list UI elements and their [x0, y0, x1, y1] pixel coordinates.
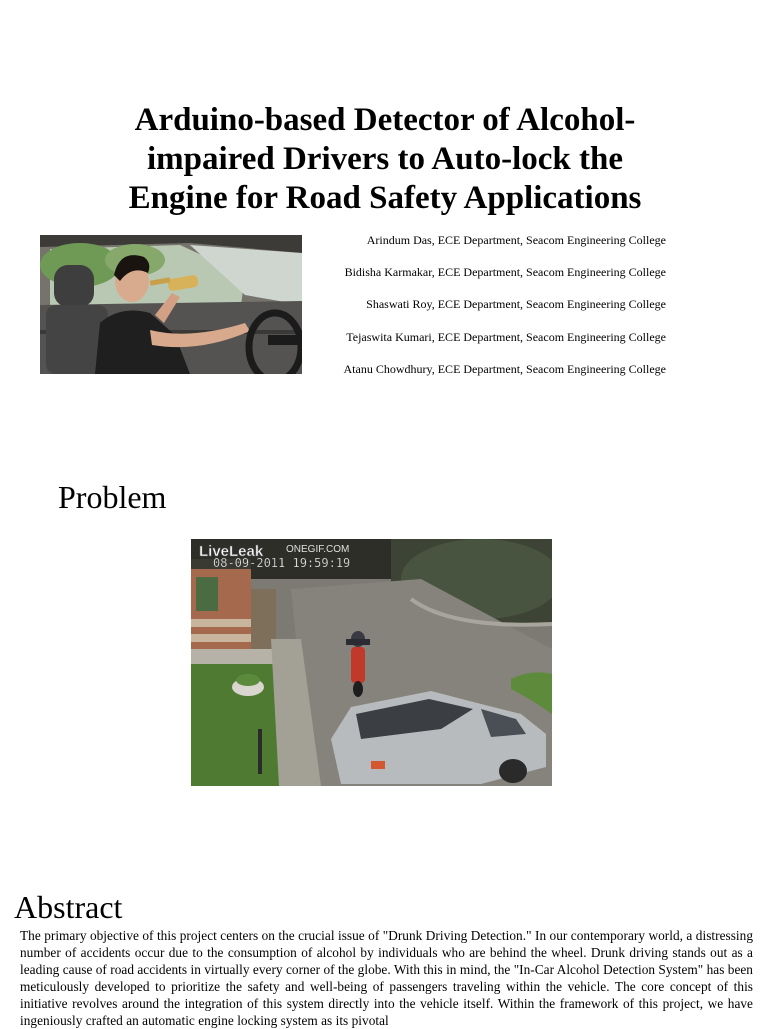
title-line-1: Arduino-based Detector of Alcohol-: [134, 102, 636, 138]
author-line: Tejaswita Kumari, ECE Department, Seacom Engineering College: [346, 329, 666, 344]
abstract-heading: Abstract: [14, 889, 123, 925]
author-line: Arindum Das, ECE Department, Seacom Engineering College: [366, 233, 666, 247]
title-line-3: Engine for Road Safety Applications: [128, 180, 642, 216]
driver-drinking-illustration: [40, 235, 302, 374]
author-line: Atanu Chowdhury, ECE Department, Seacom Engineering College: [343, 361, 666, 376]
watermark-site: ONEGIF.COM: [286, 544, 350, 555]
author-list: [305, 233, 666, 394]
problem-heading: Problem: [58, 479, 167, 515]
author-line: Shaswati Roy, ECE Department, Seacom Engineering College: [366, 297, 666, 312]
cctv-timestamp: 08-09-2011 19:59:19: [213, 556, 351, 570]
driver-drinking-photo: [40, 235, 302, 374]
cctv-accident-image: [191, 539, 552, 786]
author-line: Bidisha Karmakar, ECE Department, Seacom Engineering College: [344, 265, 666, 280]
abstract-body: The primary objective of this project centers on the crucial issue of "Drunk Driving Detection." In our contemporary world, a distressing number of accidents occur due to the consumption of alcohol by individuals who are behind the wheel. Drunk driving stands out as a leading cause of road accidents in virtually every corner of the globe. With this in mind, the "In-Car Alcohol Detection System" has been meticulously developed to prioritize the safety and well-being of passengers traveling within the vehicle. The core concept of this initiative revolves around the integration of this system directly into the vehicle itself. Within the framework of this project, we have ingeniously crafted an automatic engine locking system as its pivotal: [20, 928, 753, 1028]
document-title: [90, 101, 680, 218]
cctv-scene-illustration: [191, 539, 552, 786]
watermark-brand: LiveLeak: [199, 543, 264, 560]
title-line-2: impaired Drivers to Auto-lock the: [146, 141, 623, 177]
